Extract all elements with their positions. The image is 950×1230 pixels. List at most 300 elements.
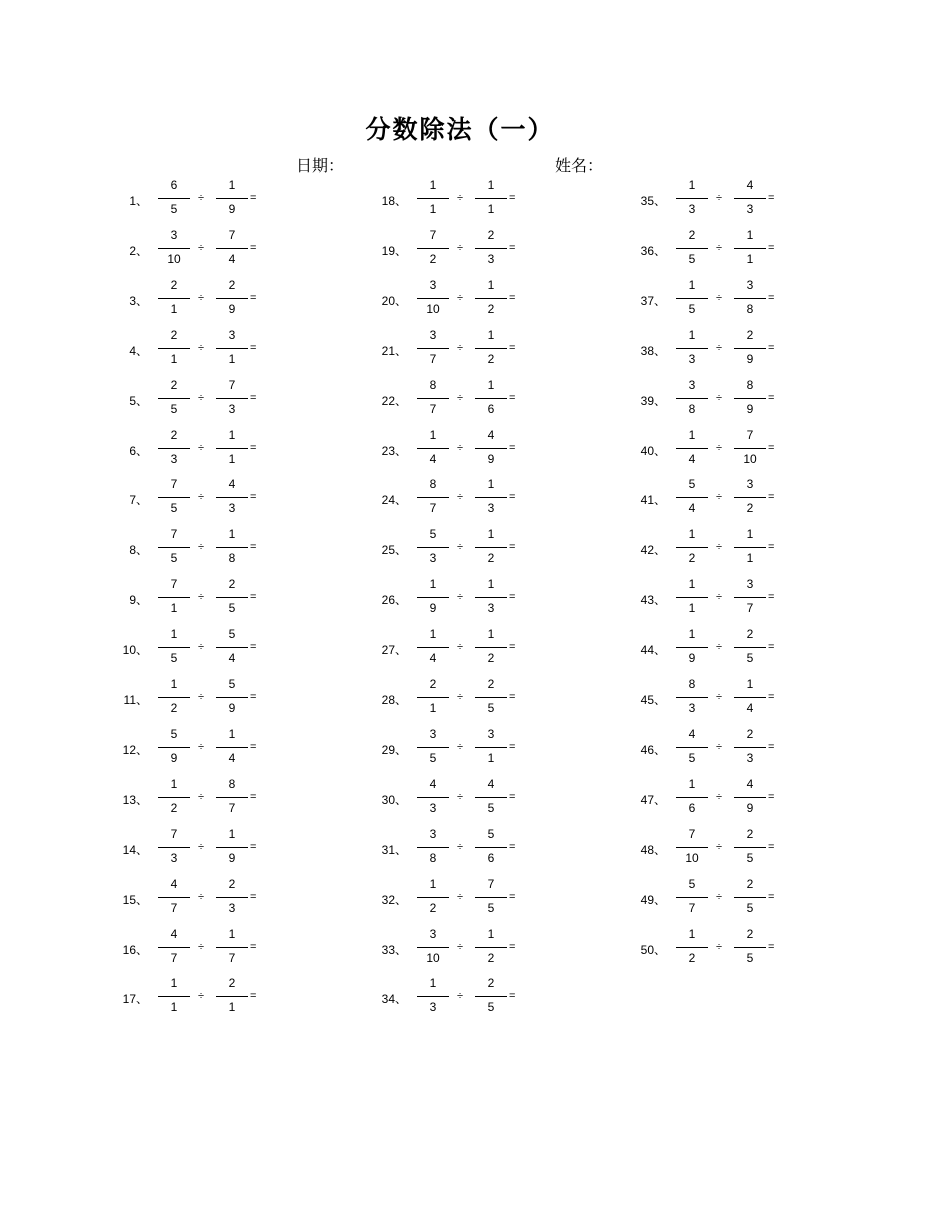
problem-number: 33、 xyxy=(381,942,407,957)
fraction-bar xyxy=(417,348,449,349)
divisor-fraction xyxy=(216,827,248,869)
problem-item xyxy=(636,673,836,723)
equals-sign: = xyxy=(768,691,775,703)
denominator: 4 xyxy=(746,701,754,715)
numerator: 5 xyxy=(688,876,696,891)
denominator: 3 xyxy=(429,1000,437,1015)
divide-sign: ÷ xyxy=(198,940,205,953)
numerator: 1 xyxy=(429,427,437,442)
problem-number: 46、 xyxy=(640,742,666,757)
numerator: 1 xyxy=(487,477,495,492)
numerator: 2 xyxy=(228,577,236,592)
fraction-bar xyxy=(734,897,766,898)
numerator: 2 xyxy=(228,876,236,891)
divide-sign: ÷ xyxy=(716,341,723,354)
problem-item xyxy=(377,972,577,1022)
numerator: 8 xyxy=(228,776,236,791)
denominator: 5 xyxy=(170,651,178,666)
equals-sign: = xyxy=(250,441,257,454)
denominator: 4 xyxy=(429,651,437,666)
fraction-bar xyxy=(216,697,248,698)
equals-sign: = xyxy=(768,591,775,604)
problem-item xyxy=(636,923,836,973)
numerator: 1 xyxy=(487,327,495,342)
problem-number: 30、 xyxy=(381,792,407,807)
numerator: 3 xyxy=(429,826,437,841)
problem-number: 15、 xyxy=(122,892,148,907)
divide-sign: ÷ xyxy=(716,491,723,504)
fraction-bar xyxy=(417,497,449,498)
problem-item xyxy=(118,573,318,623)
numerator: 7 xyxy=(170,577,178,592)
numerator: 4 xyxy=(170,876,178,891)
numerator: 1 xyxy=(688,427,696,442)
problem-number: 19、 xyxy=(381,243,407,258)
fraction-bar xyxy=(158,747,190,748)
denominator: 3 xyxy=(487,601,495,616)
problem-item xyxy=(636,623,836,673)
equals-sign: = xyxy=(250,541,257,554)
denominator: 9 xyxy=(228,301,236,316)
dividend-fraction xyxy=(417,527,449,569)
numerator: 2 xyxy=(688,227,696,242)
problem-item xyxy=(377,873,577,923)
numerator: 5 xyxy=(487,826,495,841)
fraction-bar xyxy=(475,348,507,349)
dividend-fraction xyxy=(417,877,449,919)
fraction-bar xyxy=(475,697,507,698)
fraction-bar xyxy=(216,797,248,798)
divisor-fraction xyxy=(216,527,248,569)
denominator: 2 xyxy=(688,551,696,566)
denominator: 3 xyxy=(688,701,696,715)
divide-sign: ÷ xyxy=(198,491,205,504)
denominator: 1 xyxy=(228,1000,236,1015)
dividend-fraction xyxy=(158,477,190,519)
problem-number: 21、 xyxy=(381,343,407,358)
problem-item xyxy=(636,224,836,274)
divisor-fraction xyxy=(216,976,248,1018)
denominator: 1 xyxy=(228,351,236,366)
divide-sign: ÷ xyxy=(457,391,464,404)
problem-number: 40、 xyxy=(640,443,666,458)
problem-number: 8、 xyxy=(129,543,148,558)
denominator: 3 xyxy=(228,401,236,416)
equals-sign: = xyxy=(250,641,257,654)
numerator: 1 xyxy=(746,677,754,691)
dividend-fraction xyxy=(676,677,708,719)
divisor-fraction xyxy=(734,627,766,669)
fraction-bar xyxy=(734,497,766,498)
fraction-bar xyxy=(417,797,449,798)
denominator: 10 xyxy=(426,301,440,316)
numerator: 1 xyxy=(429,627,437,642)
numerator: 8 xyxy=(429,477,437,492)
denominator: 2 xyxy=(487,551,495,566)
numerator: 1 xyxy=(688,627,696,642)
divisor-fraction xyxy=(475,477,507,519)
numerator: 8 xyxy=(688,677,696,691)
fraction-bar xyxy=(216,996,248,997)
divisor-fraction xyxy=(734,278,766,320)
problem-number: 3、 xyxy=(129,293,148,308)
fraction-bar xyxy=(676,747,708,748)
equals-sign: = xyxy=(509,192,516,204)
problem-number: 7、 xyxy=(129,493,148,508)
fraction-bar xyxy=(158,647,190,648)
divisor-fraction xyxy=(475,428,507,470)
dividend-fraction xyxy=(417,328,449,370)
denominator: 7 xyxy=(228,950,236,965)
fraction-bar xyxy=(676,497,708,498)
fraction-bar xyxy=(475,298,507,299)
equals-sign: = xyxy=(509,241,516,254)
numerator: 1 xyxy=(746,227,754,242)
fraction-bar xyxy=(158,597,190,598)
divide-sign: ÷ xyxy=(198,641,205,654)
denominator: 5 xyxy=(170,401,178,416)
problem-number: 22、 xyxy=(381,393,407,408)
equals-sign: = xyxy=(768,441,775,454)
problem-item xyxy=(377,224,577,274)
denominator: 2 xyxy=(487,950,495,965)
divide-sign: ÷ xyxy=(716,790,723,803)
fraction-bar xyxy=(676,797,708,798)
fraction-bar xyxy=(158,198,190,199)
divisor-fraction xyxy=(475,677,507,719)
denominator: 4 xyxy=(688,451,696,466)
numerator: 1 xyxy=(487,277,495,292)
numerator: 3 xyxy=(429,277,437,292)
denominator: 6 xyxy=(487,401,495,416)
divisor-fraction xyxy=(475,527,507,569)
numerator: 2 xyxy=(170,277,178,292)
numerator: 1 xyxy=(429,976,437,991)
fraction-bar xyxy=(158,897,190,898)
denominator: 8 xyxy=(688,401,696,416)
numerator: 2 xyxy=(746,627,754,642)
problem-item xyxy=(377,374,577,424)
fraction-bar xyxy=(216,597,248,598)
dividend-fraction xyxy=(417,428,449,470)
divide-sign: ÷ xyxy=(198,840,205,853)
denominator: 5 xyxy=(170,202,178,216)
denominator: 3 xyxy=(688,202,696,216)
problem-item xyxy=(377,673,577,723)
divide-sign: ÷ xyxy=(198,591,205,604)
dividend-fraction xyxy=(417,228,449,270)
equals-sign: = xyxy=(768,940,775,953)
divisor-fraction xyxy=(734,178,766,220)
numerator: 1 xyxy=(228,926,236,941)
divide-sign: ÷ xyxy=(716,691,723,703)
fraction-bar xyxy=(158,947,190,948)
fraction-bar xyxy=(676,398,708,399)
fraction-bar xyxy=(676,547,708,548)
divisor-fraction xyxy=(216,477,248,519)
denominator: 3 xyxy=(429,800,437,815)
dividend-fraction xyxy=(676,777,708,819)
divide-sign: ÷ xyxy=(457,740,464,753)
equals-sign: = xyxy=(768,291,775,304)
divisor-fraction xyxy=(216,577,248,619)
numerator: 2 xyxy=(487,976,495,991)
dividend-fraction xyxy=(158,577,190,619)
fraction-bar xyxy=(734,348,766,349)
fraction-bar xyxy=(475,847,507,848)
divide-sign: ÷ xyxy=(716,241,723,254)
dividend-fraction xyxy=(417,577,449,619)
problem-number: 39、 xyxy=(640,393,666,408)
fraction-bar xyxy=(158,248,190,249)
problem-number: 38、 xyxy=(640,343,666,358)
divisor-fraction xyxy=(475,827,507,869)
divide-sign: ÷ xyxy=(198,441,205,454)
problem-item xyxy=(118,723,318,773)
numerator: 2 xyxy=(746,726,754,741)
numerator: 7 xyxy=(170,527,178,542)
denominator: 6 xyxy=(688,800,696,815)
dividend-fraction xyxy=(158,727,190,769)
denominator: 5 xyxy=(170,551,178,566)
divisor-fraction xyxy=(475,976,507,1018)
problem-number: 18、 xyxy=(381,194,407,208)
divide-sign: ÷ xyxy=(716,192,723,204)
numerator: 8 xyxy=(746,377,754,392)
divide-sign: ÷ xyxy=(198,990,205,1003)
numerator: 1 xyxy=(487,377,495,392)
problem-item xyxy=(377,523,577,573)
equals-sign: = xyxy=(768,541,775,554)
date-label: 日期： xyxy=(296,158,345,175)
fraction-bar xyxy=(734,248,766,249)
fraction-bar xyxy=(158,298,190,299)
dividend-fraction xyxy=(676,627,708,669)
denominator: 7 xyxy=(688,900,696,915)
fraction-bar xyxy=(475,448,507,449)
equals-sign: = xyxy=(509,291,516,304)
numerator: 4 xyxy=(429,776,437,791)
divisor-fraction xyxy=(475,228,507,270)
denominator: 1 xyxy=(228,451,236,466)
equals-sign: = xyxy=(768,341,775,354)
dividend-fraction xyxy=(158,378,190,420)
divisor-fraction xyxy=(475,777,507,819)
fraction-bar xyxy=(216,747,248,748)
divisor-fraction xyxy=(734,477,766,519)
divisor-fraction xyxy=(216,927,248,969)
numerator: 1 xyxy=(487,577,495,592)
numerator: 7 xyxy=(228,227,236,242)
denominator: 7 xyxy=(170,900,178,915)
dividend-fraction xyxy=(417,627,449,669)
divisor-fraction xyxy=(475,278,507,320)
dividend-fraction xyxy=(158,976,190,1018)
numerator: 7 xyxy=(228,377,236,392)
denominator: 1 xyxy=(487,750,495,765)
divisor-fraction xyxy=(734,777,766,819)
numerator: 3 xyxy=(429,726,437,741)
dividend-fraction xyxy=(158,877,190,919)
numerator: 5 xyxy=(228,677,236,691)
equals-sign: = xyxy=(509,591,516,604)
equals-sign: = xyxy=(768,840,775,853)
numerator: 2 xyxy=(429,677,437,691)
divide-sign: ÷ xyxy=(716,291,723,304)
fraction-bar xyxy=(216,398,248,399)
name-label: 姓名： xyxy=(555,158,604,175)
equals-sign: = xyxy=(768,790,775,803)
fraction-bar xyxy=(734,398,766,399)
denominator: 4 xyxy=(688,501,696,516)
problem-number: 32、 xyxy=(381,892,407,907)
numerator: 3 xyxy=(429,327,437,342)
equals-sign: = xyxy=(509,990,516,1003)
divide-sign: ÷ xyxy=(716,890,723,903)
divisor-fraction xyxy=(216,627,248,669)
problem-number: 43、 xyxy=(640,593,666,608)
fraction-bar xyxy=(734,647,766,648)
problem-number: 16、 xyxy=(122,942,148,957)
divide-sign: ÷ xyxy=(457,641,464,654)
fraction-bar xyxy=(417,448,449,449)
divisor-fraction xyxy=(216,677,248,719)
problem-item xyxy=(118,923,318,973)
dividend-fraction xyxy=(676,527,708,569)
numerator: 4 xyxy=(688,726,696,741)
divide-sign: ÷ xyxy=(716,740,723,753)
divisor-fraction xyxy=(475,727,507,769)
equals-sign: = xyxy=(250,940,257,953)
problem-item xyxy=(118,673,318,723)
fraction-bar xyxy=(734,747,766,748)
equals-sign: = xyxy=(768,241,775,254)
denominator: 3 xyxy=(170,451,178,466)
numerator: 4 xyxy=(228,477,236,492)
problem-item xyxy=(636,274,836,324)
numerator: 2 xyxy=(170,327,178,342)
equals-sign: = xyxy=(509,691,516,703)
denominator: 3 xyxy=(170,850,178,865)
numerator: 3 xyxy=(487,726,495,741)
fraction-bar xyxy=(475,996,507,997)
denominator: 4 xyxy=(228,251,236,266)
denominator: 5 xyxy=(688,750,696,765)
fraction-bar xyxy=(676,647,708,648)
numerator: 2 xyxy=(746,327,754,342)
numerator: 1 xyxy=(429,876,437,891)
fraction-bar xyxy=(676,597,708,598)
denominator: 8 xyxy=(228,551,236,566)
problem-number: 12、 xyxy=(122,742,148,757)
denominator: 6 xyxy=(487,850,495,865)
divide-sign: ÷ xyxy=(457,341,464,354)
problem-item xyxy=(636,374,836,424)
equals-sign: = xyxy=(250,192,257,204)
divide-sign: ÷ xyxy=(457,541,464,554)
denominator: 2 xyxy=(487,351,495,366)
divide-sign: ÷ xyxy=(457,192,464,204)
dividend-fraction xyxy=(676,278,708,320)
equals-sign: = xyxy=(768,491,775,504)
fraction-bar xyxy=(417,847,449,848)
fraction-bar xyxy=(417,547,449,548)
denominator: 9 xyxy=(429,601,437,616)
problem-number: 23、 xyxy=(381,443,407,458)
denominator: 3 xyxy=(487,251,495,266)
problem-number: 11、 xyxy=(123,693,148,707)
dividend-fraction xyxy=(676,477,708,519)
equals-sign: = xyxy=(250,341,257,354)
fraction-bar xyxy=(676,248,708,249)
divisor-fraction xyxy=(734,877,766,919)
denominator: 5 xyxy=(487,701,495,715)
divide-sign: ÷ xyxy=(198,341,205,354)
divisor-fraction xyxy=(734,727,766,769)
denominator: 10 xyxy=(743,451,757,466)
denominator: 2 xyxy=(688,950,696,965)
equals-sign: = xyxy=(250,840,257,853)
denominator: 5 xyxy=(746,900,754,915)
denominator: 7 xyxy=(228,800,236,815)
fraction-bar xyxy=(475,897,507,898)
divide-sign: ÷ xyxy=(457,691,464,703)
denominator: 5 xyxy=(688,301,696,316)
equals-sign: = xyxy=(509,341,516,354)
denominator: 3 xyxy=(688,351,696,366)
problem-item xyxy=(118,224,318,274)
divisor-fraction xyxy=(216,727,248,769)
equals-sign: = xyxy=(250,790,257,803)
problem-number: 1、 xyxy=(129,194,148,208)
dividend-fraction xyxy=(676,378,708,420)
fraction-bar xyxy=(676,198,708,199)
denominator: 5 xyxy=(487,1000,495,1015)
denominator: 5 xyxy=(170,501,178,516)
problem-number: 36、 xyxy=(640,243,666,258)
dividend-fraction xyxy=(417,378,449,420)
denominator: 9 xyxy=(228,701,236,715)
problem-item xyxy=(636,174,836,224)
divisor-fraction xyxy=(475,577,507,619)
denominator: 5 xyxy=(228,601,236,616)
divide-sign: ÷ xyxy=(198,241,205,254)
numerator: 3 xyxy=(746,277,754,292)
problem-item xyxy=(636,723,836,773)
numerator: 5 xyxy=(170,726,178,741)
problem-number: 34、 xyxy=(381,992,407,1007)
problem-number: 2、 xyxy=(129,243,148,258)
denominator: 5 xyxy=(487,900,495,915)
problem-item xyxy=(377,324,577,374)
numerator: 1 xyxy=(228,826,236,841)
problem-item xyxy=(636,473,836,523)
divisor-fraction xyxy=(475,627,507,669)
fraction-bar xyxy=(158,697,190,698)
denominator: 3 xyxy=(746,202,754,216)
problem-item xyxy=(118,374,318,424)
problem-item xyxy=(636,523,836,573)
equals-sign: = xyxy=(250,391,257,404)
fraction-bar xyxy=(417,398,449,399)
problem-item xyxy=(377,274,577,324)
denominator: 5 xyxy=(688,251,696,266)
fraction-bar xyxy=(734,797,766,798)
numerator: 2 xyxy=(228,976,236,991)
fraction-bar xyxy=(216,348,248,349)
divide-sign: ÷ xyxy=(457,790,464,803)
problem-number: 31、 xyxy=(381,842,407,857)
